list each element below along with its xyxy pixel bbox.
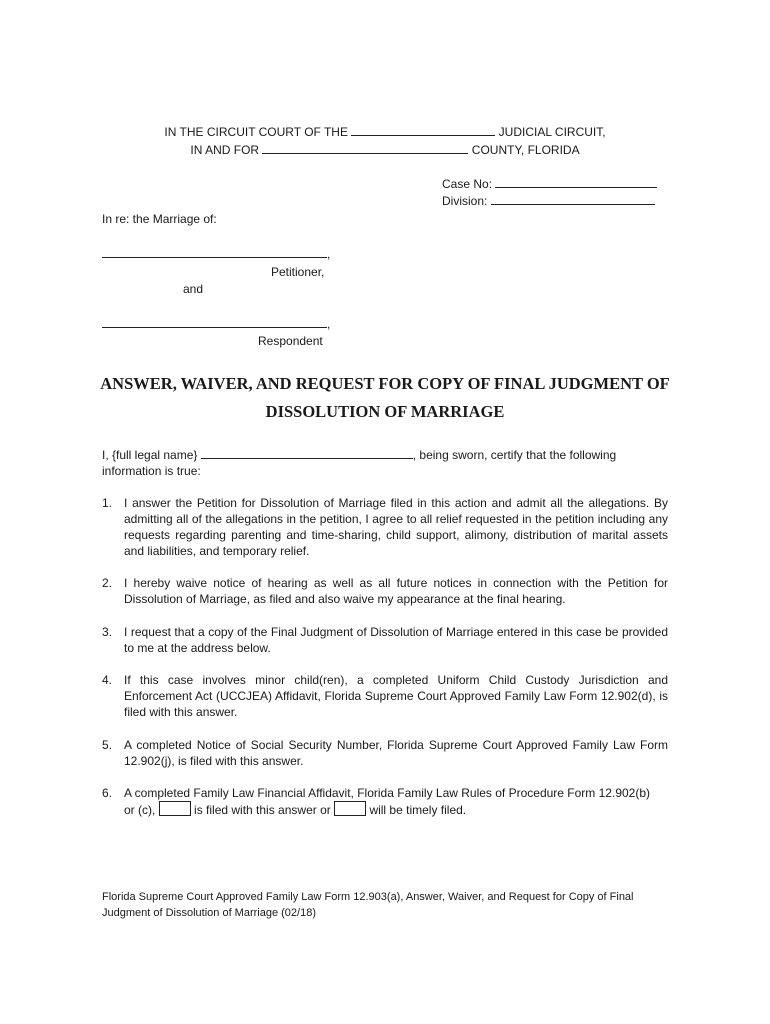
item-paragraph: I answer the Petition for Dissolution of Marriage filed in this action and admit all the allegations. By admitting all of the allegations in the petition, I agree to all relief requested in the petition including any requests regarding parenting and time-sharing, child support, alimony, distribution of marital assets and liabilities, and temporary relief.	[124, 496, 668, 558]
petitioner-label: Petitioner,	[271, 265, 325, 279]
timely-filed-checkbox[interactable]	[334, 801, 366, 816]
form-footer: Florida Supreme Court Approved Family Law Form 12.903(a), Answer, Waiver, and Request for Copy of Final Judgment of Dissolution of Marriage (02/18)	[102, 891, 634, 919]
item-paragraph: I hereby waive notice of hearing as well as all future notices in connection with the Petition for Dissolution of Marriage, as filed and also waive my appearance at the final hearing.	[124, 576, 668, 606]
filed-with-answer-checkbox[interactable]	[159, 801, 191, 816]
item-number: 1.	[102, 496, 113, 510]
document-title-line1: ANSWER, WAIVER, AND REQUEST FOR COPY OF FINAL JUDGMENT OF	[100, 374, 670, 393]
respondent-name-field[interactable]	[102, 316, 327, 328]
item-paragraph: If this case involves minor child(ren), a completed Uniform Child Custody Jurisdiction and Enforcement Act (UCCJEA) Affidavit, Florida Supreme Court Approved Family Law Form 12.902(d), is filed with this answer.	[124, 673, 668, 719]
item-number: 5.	[102, 738, 113, 752]
respondent-name-row: ,	[102, 316, 330, 332]
case-number-field[interactable]	[495, 176, 657, 188]
petitioner-name-row: ,	[102, 246, 330, 262]
and-label: and	[183, 282, 204, 296]
item-paragraph-financial-affidavit: A completed Family Law Financial Affidavit, Florida Family Law Rules of Procedure Form 12.902(b) or (c), is filed with this answer or will be timely filed.	[124, 786, 651, 817]
sworn-statement: I, {full legal name} , being sworn, certify that the following information is true:	[102, 448, 617, 478]
division-field[interactable]	[491, 193, 655, 205]
full-legal-name-field[interactable]	[201, 447, 413, 459]
item-number: 6.	[102, 786, 113, 800]
document-title-line2: DISSOLUTION OF MARRIAGE	[265, 402, 505, 421]
court-header-line1: IN THE CIRCUIT COURT OF THE JUDICIAL CIRCUIT,	[164, 125, 606, 139]
petitioner-name-field[interactable]	[102, 246, 327, 258]
division-row: Division:	[442, 193, 655, 209]
judicial-circuit-field[interactable]	[351, 124, 495, 136]
item-number: 3.	[102, 625, 113, 639]
item-number: 4.	[102, 673, 113, 687]
item-paragraph: A completed Notice of Social Security Number, Florida Supreme Court Approved Family Law Form 12.902(j), is filed with this answer.	[124, 738, 668, 768]
in-re-label: In re: the Marriage of:	[102, 212, 217, 226]
county-field[interactable]	[262, 142, 468, 154]
court-header-line2: IN AND FOR COUNTY, FLORIDA	[190, 143, 580, 157]
respondent-label: Respondent	[258, 334, 323, 348]
item-number: 2.	[102, 576, 113, 590]
case-number-row: Case No:	[442, 176, 657, 192]
item-paragraph: I request that a copy of the Final Judgment of Dissolution of Marriage entered in this case be provided to me at the address below.	[124, 625, 668, 655]
